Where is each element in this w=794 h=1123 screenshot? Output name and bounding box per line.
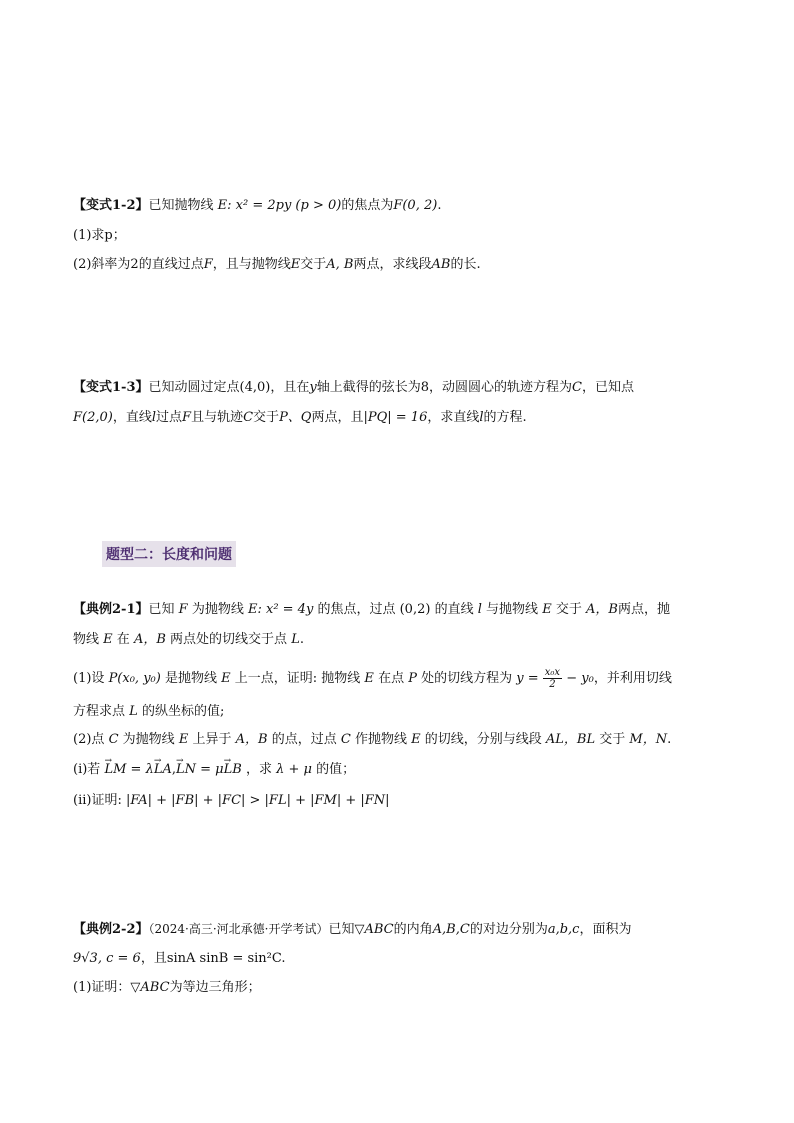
variant-1-2-part2: (2)斜率为2的直线过点F，且与抛物线E交于A, B两点，求线段AB的长. — [73, 257, 481, 272]
variant-1-2-stem: 【变式1-2】已知抛物线 E: x² = 2py (p > 0)的焦点为F(0, 2). — [73, 198, 442, 213]
example-2-1-line7: (ii)证明: |FA| + |FB| + |FC| > |FL| + |FM| + |FN| — [73, 793, 390, 808]
parabola-equation: E: x² = 2py (p > 0) — [217, 198, 342, 213]
variant-1-3-line2: F(2,0)，直线l过点F且与轨迹C交于P、Q两点，且|PQ| = 16，求直线l的方程. — [73, 410, 527, 425]
example-2-2-line2: 9√3, c = 6，且sinA sinB = sin²C. — [73, 951, 286, 966]
focus-point: F(0, 2) — [393, 198, 438, 213]
example-2-1-line5: (2)点 C 为抛物线 E 上异于 A，B 的点，过点 C 作抛物线 E 的切线，分别与线段 AL，BL 交于 M，N. — [73, 732, 672, 747]
vector-LA: → LA — [154, 761, 172, 779]
vector-LB: → LB — [224, 761, 242, 779]
example-2-1-tag: 【典例2-1】 — [73, 602, 149, 617]
example-2-1-line2: 物线 E 在 A，B 两点处的切线交于点 L. — [73, 632, 304, 647]
example-2-1-line3: (1)设 P(x₀, y₀) 是抛物线 E 上一点，证明: 抛物线 E 在点 P 处的切线方程为 y = $\frac{\text{x₀x}}{2}$ − y₀，并利用切线 — [73, 667, 672, 690]
variant-1-3-line1: 【变式1-3】已知动圆过定点(4,0)，且在y轴上截得的弦长为8，动圆圆心的轨迹方程为C，已知点 — [73, 380, 634, 395]
inequality: |FA| + |FB| + |FC| > |FL| + |FM| + |FN| — [125, 793, 390, 808]
example-2-2-line1: 【典例2-2】（2024·高三·河北承德·开学考试）已知▽ABC的内角A,B,C的对边分别为a,b,c，面积为 — [73, 922, 632, 937]
tangent-fraction: $\frac{\text{x₀x}}{2}$ — [544, 667, 561, 690]
variant-1-2-part1: (1)求p； — [73, 228, 126, 243]
example-2-2-tag: 【典例2-2】 — [73, 922, 149, 937]
example-2-1-line4: 方程求点 L 的纵坐标的值; — [73, 704, 225, 719]
vector-LN: → LN — [176, 761, 196, 779]
example-2-1-line1: 【典例2-1】已知 F 为抛物线 E: x² = 4y 的焦点，过点 (0,2) 的直线 l 与抛物线 E 交于 A，B两点，抛 — [73, 602, 670, 617]
example-2-2-line3: (1)证明：▽ABC为等边三角形； — [73, 980, 261, 995]
example-2-2-source: （2024·高三·河北承德·开学考试） — [148, 922, 329, 936]
section-heading: 题型二：长度和问题 — [102, 541, 236, 567]
variant-1-2-tag: 【变式1-2】 — [73, 198, 149, 213]
vector-LM: → LM — [104, 761, 126, 779]
example-2-1-line6: (i)若 → LM = λ→ LA,→ LN = μ→ LB ，求 λ + μ 的值； — [73, 761, 355, 779]
variant-1-3-tag: 【变式1-3】 — [73, 380, 149, 395]
